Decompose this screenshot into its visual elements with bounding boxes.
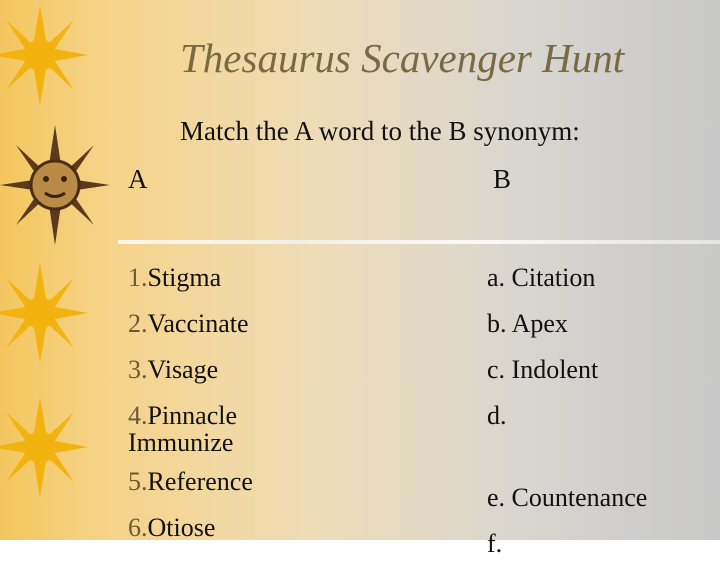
divider bbox=[118, 240, 720, 244]
item-letter: f. bbox=[487, 529, 503, 558]
column-a-heading: A bbox=[128, 164, 148, 194]
list-item bbox=[487, 301, 717, 347]
sun-icon bbox=[0, 392, 92, 502]
list-item bbox=[128, 459, 458, 505]
item-letter: d. bbox=[487, 401, 507, 430]
list-item bbox=[128, 301, 458, 347]
item-number: 3. bbox=[128, 355, 148, 384]
column-b-list bbox=[487, 255, 717, 567]
item-letter: a. bbox=[487, 263, 506, 292]
list-item bbox=[128, 255, 458, 301]
item-word: Indolent bbox=[511, 355, 599, 384]
column-b-heading: B bbox=[493, 164, 512, 194]
item-word: Pinnacle bbox=[147, 401, 238, 430]
instruction-text: Match the A word to the B synonym: bbox=[180, 116, 580, 146]
item-word: Apex bbox=[511, 309, 568, 338]
list-item bbox=[128, 347, 458, 393]
item-number: 2. bbox=[128, 309, 148, 338]
list-item bbox=[487, 521, 717, 567]
item-number: 5. bbox=[128, 467, 148, 496]
item-number: 4. bbox=[128, 401, 148, 430]
slide-title: Thesaurus Scavenger Hunt bbox=[180, 35, 625, 81]
sun-icon bbox=[0, 258, 92, 368]
item-number: 6. bbox=[128, 513, 148, 542]
list-item bbox=[487, 255, 717, 301]
sun-icon bbox=[0, 0, 92, 110]
item-word: Visage bbox=[147, 355, 219, 384]
sun-face-icon bbox=[0, 125, 110, 245]
item-letter: e. bbox=[487, 483, 506, 512]
item-word: Vaccinate bbox=[147, 309, 249, 338]
item-word: Citation bbox=[511, 263, 596, 292]
item-word: Countenance bbox=[511, 483, 648, 512]
item-word: Otiose bbox=[147, 513, 216, 542]
item-letter: c. bbox=[487, 355, 506, 384]
list-item bbox=[487, 393, 717, 439]
column-a-list bbox=[128, 255, 458, 551]
item-number: 1. bbox=[128, 263, 148, 292]
item-letter: b. bbox=[487, 309, 507, 338]
list-item bbox=[487, 475, 717, 521]
list-item bbox=[487, 347, 717, 393]
list-item bbox=[128, 505, 458, 551]
item-word: Reference bbox=[147, 467, 253, 496]
list-item bbox=[128, 393, 458, 459]
item-continuation: Immunize bbox=[128, 428, 234, 457]
item-word: Stigma bbox=[147, 263, 222, 292]
